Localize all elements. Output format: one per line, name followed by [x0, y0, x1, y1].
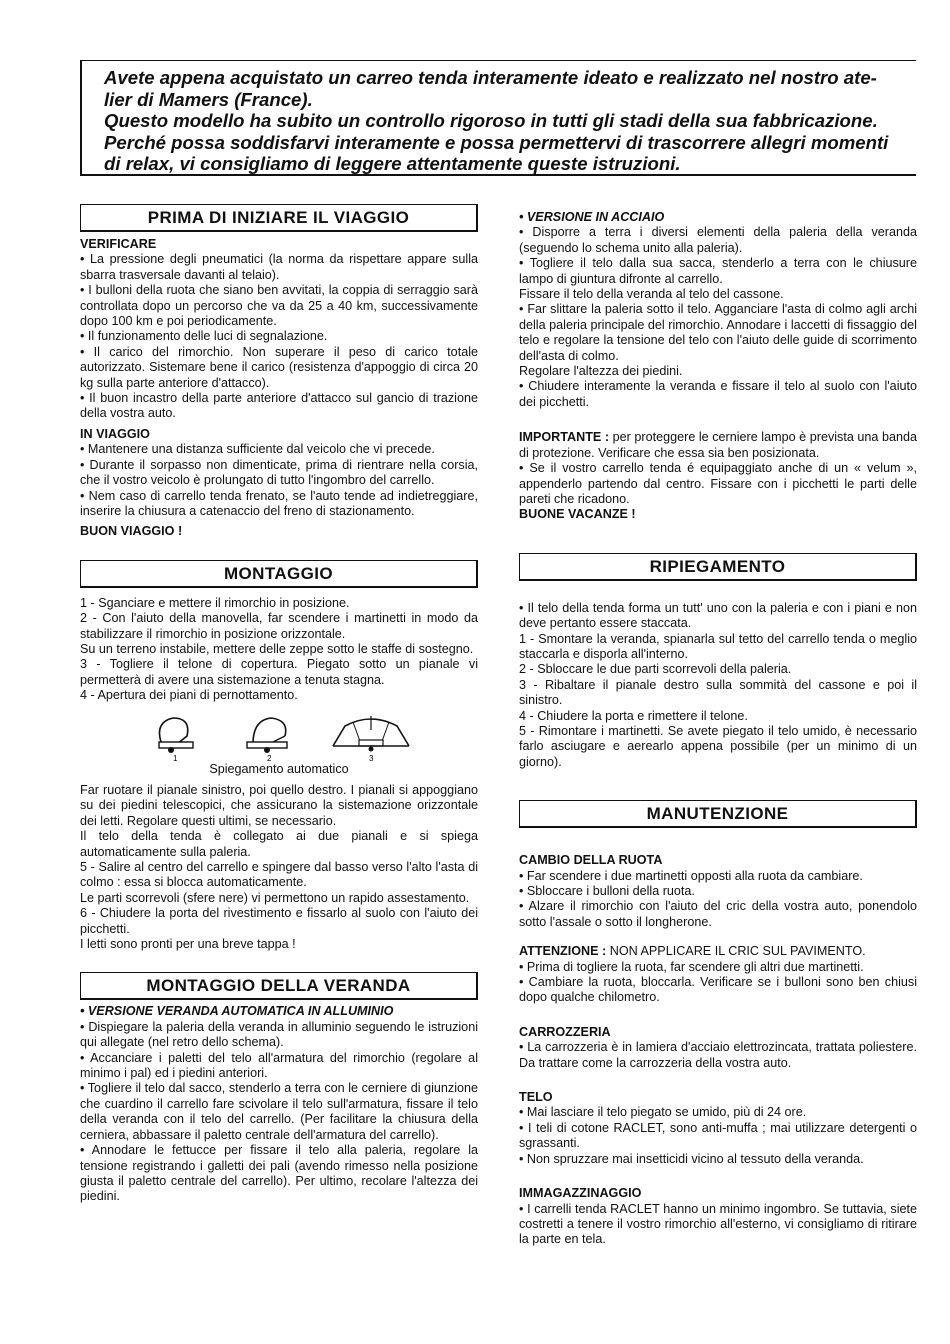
subheading-immagazzinaggio: IMMAGAZZINAGGIO [519, 1186, 642, 1201]
paragraph: • Far scendere i due martinetti opposti alla ruota da cambiare. [519, 868, 863, 883]
paragraph: 1 - Sganciare e mettere il rimorchio in posizione. [80, 595, 350, 610]
figure-caption: Spiegamento automatico [209, 761, 349, 776]
paragraph: • Far slittare la paleria sotto il telo. Agganciare l'asta di colmo agli archi della paleria principale del rimorchio. Annodare i laccetti di fissaggio del telo e regolare la tensione del telo con l'aiuto delle guide di scorrimento dell'asta di colmo. [519, 302, 917, 363]
section-title-ripiegamento: RIPIEGAMENTO [519, 553, 917, 581]
attention-note [519, 944, 917, 959]
paragraph: 2 - Sbloccare le due parti scorrevoli della paleria. [519, 662, 792, 677]
paragraph: • La carrozzeria è in lamiera d'acciaio elettrozincata, trattata poliestere. Da trattare come la carrozzeria della vostra auto. [519, 1040, 917, 1070]
diagram-label: 2 [267, 753, 272, 762]
paragraph: • Durante il sorpasso non dimenticate, prima di rientrare nella corsia, che il vostro veicolo è prolungato di tutto l'ingombro del carrello. [80, 457, 478, 488]
paragraph: • Il buon incastro della parte anteriore d'attacco sul gancio di trazione della vostra auto. [80, 391, 478, 421]
section-title-montaggio: MONTAGGIO [80, 560, 478, 588]
important-note [519, 430, 917, 461]
paragraph: • Mantenere una distanza sufficiente dal veicolo che vi precede. [80, 442, 435, 457]
unfolding-diagram [80, 710, 478, 762]
subheading-carrozzeria: CARROZZERIA [519, 1024, 611, 1039]
paragraph: 4 - Chiudere la porta e rimettere il telone. [519, 708, 748, 723]
paragraph: Su un terreno instabile, mettere delle zeppe sotto le staffe di sostegno. [80, 641, 474, 656]
paragraph: • Cambiare la ruota, bloccarla. Verificare se i bulloni sono ben chiusi dopo qualche chilometro. [519, 975, 917, 1005]
paragraph: 5 - Salire al centro del carrello e spingere dal basso verso l'alto l'asta di colmo : essa si blocca automaticamente. [80, 860, 478, 890]
paragraph: 3 - Togliere il telone di copertura. Piegato sotto un pianale vi permetterà di avere una sistemazione a tenuta stagna. [80, 657, 478, 687]
subheading-verificare: VERIFICARE [80, 237, 157, 251]
subheading-viaggio: IN VIAGGIO [80, 426, 150, 441]
paragraph: • Alzare il rimorchio con l'aiuto del cric della vostra auto, ponendolo sotto l'assale o sotto il longherone. [519, 899, 917, 929]
paragraph: • Se il vostro carrello tenda é equipaggiato anche di un « velum », appenderlo partendo dal centro. Fissare con i picchetti le parti delle pareti che ricadono. [519, 461, 917, 506]
paragraph: • I bulloni della ruota che siano ben avvitati, la coppia di serraggio sarà controllata dopo un percorso che va da 25 a 40 km, successivamente dopo 100 km e poi periodicamente. [80, 283, 478, 329]
paragraph: 4 - Apertura dei piani di pernottamento. [80, 688, 298, 703]
diagram-label: 3 [369, 753, 374, 762]
paragraph: • Il funzionamento delle luci di segnalazione. [80, 329, 328, 344]
paragraph: • Chiudere interamente la veranda e fissare il telo al suolo con l'aiuto dei picchetti. [519, 379, 917, 409]
closing-buon-viaggio: BUON VIAGGIO ! [80, 524, 183, 539]
paragraph: • Accanciare i paletti del telo all'armatura del rimorchio (regolare al minimo i pal) ed i piedini anteriori. [80, 1050, 478, 1081]
important-text: per proteggere le cerniere lampo è prevista una banda di protezione. Verificare che essa sia ben posizionata. [519, 430, 917, 460]
subheading-alluminio: • VERSIONE VERANDA AUTOMATICA IN ALLUMINIO [80, 1004, 394, 1019]
paragraph: 6 - Chiudere la porta del rivestimento e fissarlo al suolo con l'aiuto dei picchetti. [80, 906, 478, 936]
paragraph: • Togliere il telo dalla sua sacca, stenderlo a terra con le chiusure lampo di giuntura difronte al carrello. [519, 256, 917, 286]
paragraph: • Dispiegare la paleria della veranda in alluminio seguendo le istruzioni qui allegate (nel retro dello schema). [80, 1019, 478, 1050]
paragraph: • Non spruzzare mai insetticidi vicino al tessuto della veranda. [519, 1151, 864, 1166]
paragraph: I letti sono pronti per una breve tappa ! [80, 937, 296, 952]
closing-buone-vacanze: BUONE VACANZE ! [519, 507, 636, 522]
diagram-step-2 [239, 710, 299, 762]
paragraph: Il telo della tenda è collegato ai due pianali e si spiega automaticamente sulla paleria. [80, 829, 478, 859]
intro-line: Perché possa soddisfarvi interamente e possa permettervi di trascorrere allegri momenti [104, 131, 889, 153]
paragraph: 5 - Rimontare i martinetti. Se avete piegato il telo umido, è necessario farlo asciugare e aerearlo appena possibile (per un minimo di un giorno). [519, 723, 917, 769]
paragraph: • Prima di togliere la ruota, far scendere gli altri due martinetti. [519, 959, 864, 974]
paragraph: 1 - Smontare la veranda, spianarla sul tetto del carrello tenda o meglio staccarla e disporla all'interno. [519, 631, 917, 661]
paragraph: • La pressione degli pneumatici (la norma da rispettare appare sulla sbarra trasversale davanti al telaio). [80, 252, 478, 282]
paragraph: • Sbloccare i bulloni della ruota. [519, 884, 695, 898]
attention-label: ATTENZIONE : [519, 944, 607, 959]
paragraph: Far ruotare il pianale sinistro, poi quello destro. I pianali si appoggiano su dei piedini telescopici, che assicurano la sistemazione orizzontale dei letti. Regolare questi ultimi, se necessario. [80, 782, 478, 828]
section-title-veranda: MONTAGGIO DELLA VERANDA [80, 972, 478, 1000]
paragraph: Fissare il telo della veranda al telo del cassone. [519, 287, 784, 302]
right-column [519, 210, 917, 1248]
left-column [80, 204, 478, 1205]
paragraph: • Mai lasciare il telo piegato se umido, più di 24 ore. [519, 1105, 807, 1120]
paragraph: • Il telo della tenda forma un tutt' uno con la paleria e con i piani e non deve pertanto essere staccata. [519, 600, 917, 631]
diagram-step-3 [331, 710, 411, 762]
paragraph: 2 - Con l'aiuto della manovella, far scendere i martinetti in modo da stabilizzare il rimorchio in posizione orizzontale. [80, 611, 478, 641]
subheading-ruota: CAMBIO DELLA RUOTA [519, 853, 663, 868]
section-title-manutenzione: MANUTENZIONE [519, 800, 917, 828]
paragraph: Regolare l'altezza dei piedini. [519, 364, 683, 379]
subheading-telo: TELO [519, 1090, 553, 1105]
paragraph: Le parti scorrevoli (sfere nere) vi permettono un rapido assestamento. [80, 890, 470, 905]
paragraph: • Togliere il telo dal sacco, stenderlo a terra con le cerniere di giunzione che cuardino il carrello fare scivolare il telo sull'armatura, fissare il telo della veranda con il telo del carrello. (Per facilitare la chiusura della cerniera, abbassare il paletto centrale dell'armatura del carrello). [80, 1081, 478, 1142]
intro-line: Avete appena acquistato un carreo tenda interamente ideato e realizzato nel nostro ate- [104, 67, 877, 88]
intro-line: Questo modello ha subito un controllo rigoroso in tutti gli stadi della sua fabbricazione. [104, 110, 878, 132]
attention-text: NON APPLICARE IL CRIC SUL PAVIMENTO. [606, 944, 866, 959]
intro-line: di relax, vi consigliamo di leggere attentamente queste istruzioni. [104, 153, 681, 175]
intro-box [80, 60, 916, 176]
paragraph: • I teli di cotone RACLET, sono anti-muffa ; mai utilizzare detergenti o sgrassanti. [519, 1120, 917, 1151]
subheading-acciaio: • VERSIONE IN ACCIAIO [519, 210, 665, 224]
diagram-step-1 [147, 710, 207, 762]
section-title-prima: PRIMA DI INIZIARE IL VIAGGIO [80, 204, 478, 232]
paragraph: • Nem caso di carrello tenda frenato, se l'auto tende ad indietreggiare, inserire la chiusura a catenaccio del freno di stazionamento. [80, 488, 478, 518]
paragraph: • Annodare le fettucce per fissare il telo alla paleria, regolare la tensione registrando i galletti dei pali (avendo rimesso nella posizione giusta il paletto centrale del carrello). Per ultimo, recolare l'altezza dei piedini. [80, 1143, 478, 1204]
paragraph: • I carrelli tenda RACLET hanno un minimo ingombro. Se tuttavia, siete costretti a tenere il vostro rimorchio all'esterno, vi consigliamo di ritirare la parte en tela. [519, 1201, 917, 1247]
paragraph: • Il carico del rimorchio. Non superare il peso di carico totale autorizzato. Sistemare bene il carico (resistenza d'appoggio di circa 20 kg sulla parte anteriore d'attacco). [80, 344, 478, 390]
paragraph: 3 - Ribaltare il pianale destro sulla sommità del cassone e poi il sinistro. [519, 677, 917, 708]
paragraph: • Disporre a terra i diversi elementi della paleria della veranda (seguendo lo schema unito alla paleria). [519, 225, 917, 255]
important-label: IMPORTANTE : [519, 430, 610, 445]
intro-line: lier di Mamers (France). [104, 88, 313, 110]
diagram-label: 1 [173, 753, 178, 762]
